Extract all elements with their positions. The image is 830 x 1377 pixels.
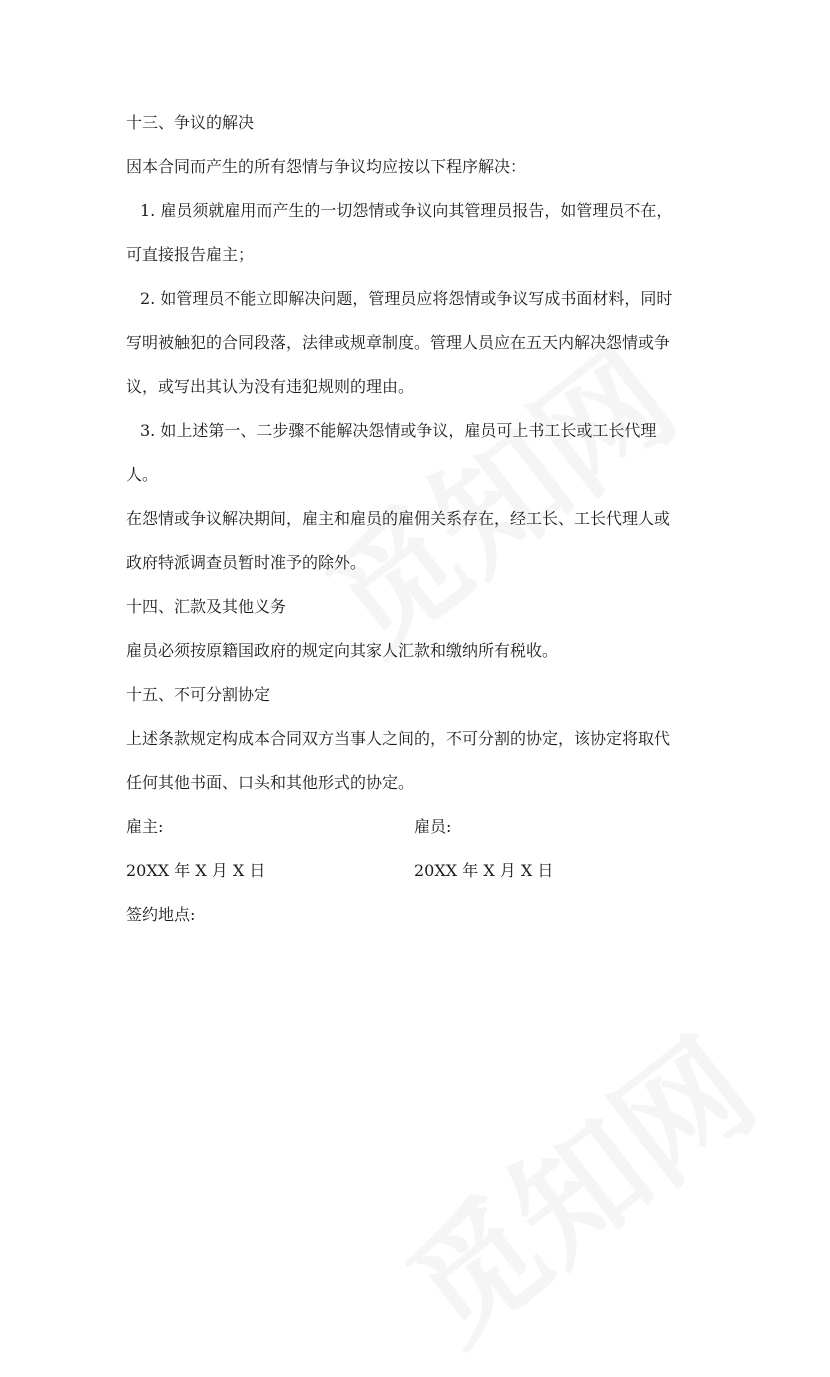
item-3-line-1: 3. 如上述第一、二步骤不能解决怨情或争议，雇员可上书工长或工长代理 (140, 421, 657, 440)
employer-date: 20XX 年 X 月 X 日 (126, 861, 266, 880)
section-15-title: 十五、不可分割协定 (126, 685, 271, 704)
section-13-title: 十三、争议的解决 (126, 113, 255, 132)
section-14-body: 雇员必须按原籍国政府的规定向其家人汇款和缴纳所有税收。 (126, 641, 559, 660)
item-3-line-2: 人。 (126, 465, 159, 484)
watermark (284, 300, 706, 687)
employee-date: 20XX 年 X 月 X 日 (414, 861, 554, 880)
section-14-title: 十四、汇款及其他义务 (126, 597, 287, 616)
section-13-intro: 因本合同而产生的所有怨情与争议均应按以下程序解决： (126, 157, 527, 176)
item-2-line-1: 2. 如管理员不能立即解决问题，管理员应将怨情或争议写成书面材料，同时 (140, 289, 673, 308)
item-1-line-1: 1. 雇员须就雇用而产生的一切怨情或争议向其管理员报告，如管理员不在， (140, 201, 673, 220)
section-15-line-2: 任何其他书面、口头和其他形式的协定。 (126, 773, 415, 792)
item-2-line-3: 议，或写出其认为没有违犯规则的理由。 (126, 377, 415, 396)
item-2-line-2: 写明被触犯的合同段落，法律或规章制度。管理人员应在五天内解决怨情或争 (126, 333, 671, 352)
dispute-period-line-1: 在怨情或争议解决期间，雇主和雇员的雇佣关系存在，经工长、工长代理人或 (126, 509, 671, 528)
employer-label: 雇主: (126, 817, 164, 836)
watermark-bottom (364, 990, 786, 1377)
signing-location-label: 签约地点: (126, 905, 196, 924)
item-1-line-2: 可直接报告雇主； (126, 245, 255, 264)
dispute-period-line-2: 政府特派调查员暂时准予的除外。 (126, 553, 367, 572)
employee-label: 雇员: (414, 817, 452, 836)
section-15-line-1: 上述条款规定构成本合同双方当事人之间的，不可分割的协定，该协定将取代 (126, 729, 671, 748)
